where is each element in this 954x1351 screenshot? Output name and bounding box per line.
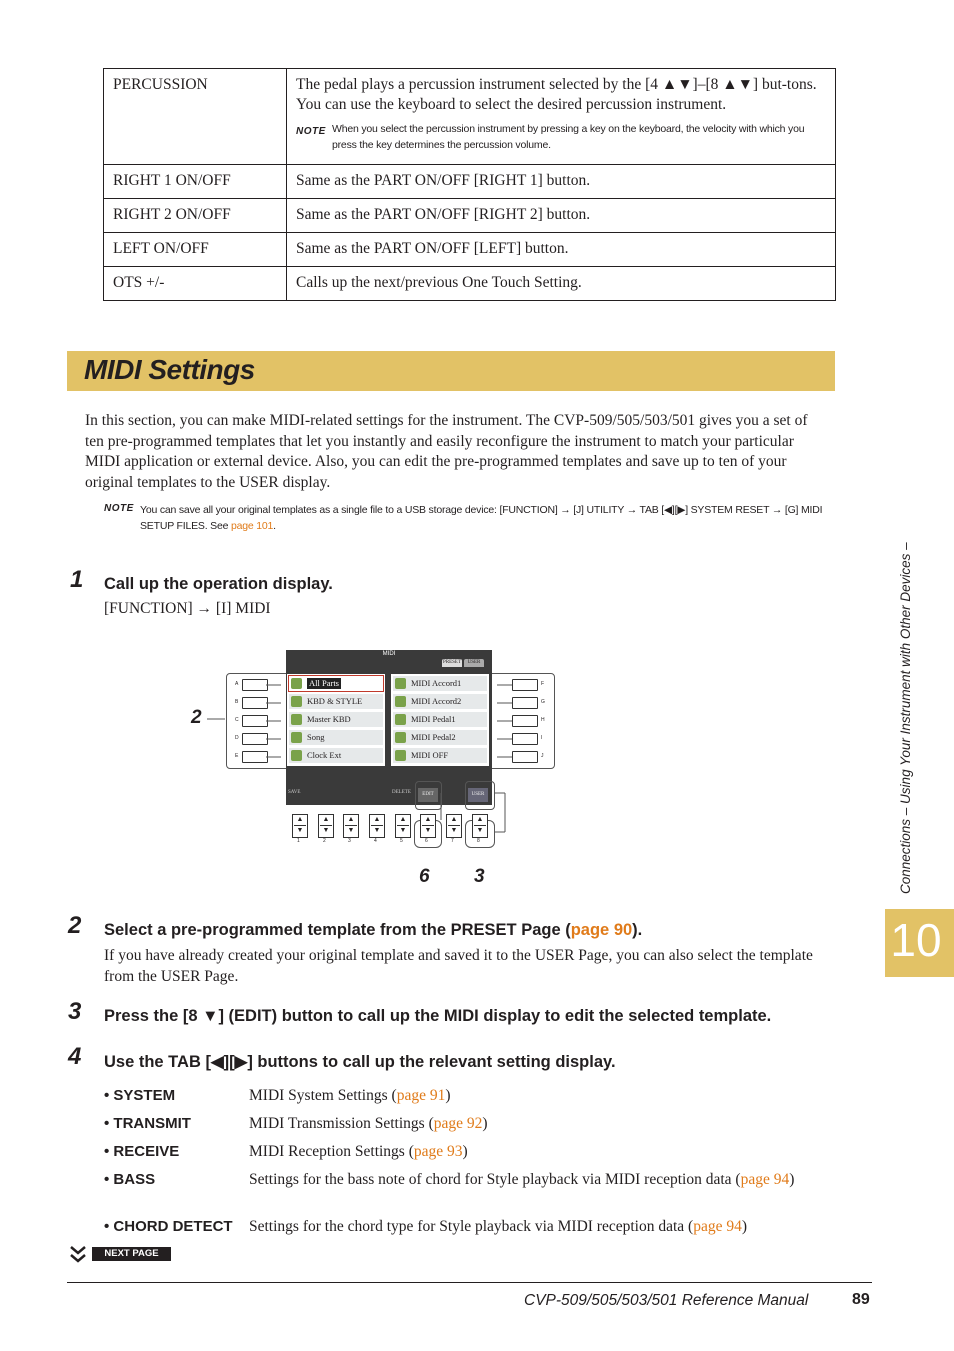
footer-divider xyxy=(67,1282,872,1283)
step-title: Call up the operation display. xyxy=(104,575,333,593)
page-link[interactable]: page 101 xyxy=(230,520,274,532)
note-label: NOTE xyxy=(104,503,134,514)
page-number: 89 xyxy=(852,1291,870,1308)
button-letter: C xyxy=(235,717,239,723)
table-cell-name: LEFT ON/OFF xyxy=(104,233,287,267)
list-text-end: ) xyxy=(445,1087,451,1104)
button-number: 7 xyxy=(451,838,454,844)
step-title: Use the TAB [◀][▶] buttons to call up the relevant setting display. xyxy=(104,1053,616,1071)
button-number: 2 xyxy=(323,838,326,844)
page-link[interactable]: page 91 xyxy=(396,1087,446,1104)
page-link[interactable]: page 94 xyxy=(693,1218,742,1235)
updown-button-3[interactable]: ▲ ▼ xyxy=(343,814,359,838)
list-text-end: ) xyxy=(741,1218,748,1235)
updown-button-1[interactable]: ▲ ▼ xyxy=(292,814,308,838)
user-highlight-ring xyxy=(465,781,495,810)
page-link[interactable]: page 92 xyxy=(433,1115,483,1132)
chapter-side-title: Connections – Using Your Instrument with Other Devices – xyxy=(898,542,913,894)
updown-button-6[interactable]: ▲ ▼ xyxy=(420,814,436,838)
list-value xyxy=(249,1171,809,1189)
step-body: If you have already created your original template and saved it to the USER Page, you can also select the template from the USER Page. xyxy=(104,947,813,985)
chapter-number: 10 xyxy=(890,914,942,966)
tab-preset[interactable]: PRESET xyxy=(442,660,462,665)
button-letter: G xyxy=(541,699,545,705)
button-number: 8 xyxy=(477,838,480,844)
button-number: 1 xyxy=(297,838,300,844)
table-cell-name: OTS +/- xyxy=(104,267,287,301)
callout-2: 2 xyxy=(191,707,202,728)
section-title: MIDI Settings xyxy=(84,354,255,385)
note-label: NOTE xyxy=(296,126,326,137)
list-value xyxy=(249,1218,809,1236)
save-label: SAVE xyxy=(288,790,301,795)
step-body: [FUNCTION] → [I] MIDI xyxy=(104,600,271,617)
table-cell-name: RIGHT 2 ON/OFF xyxy=(104,199,287,233)
list-text-end: ) xyxy=(482,1115,488,1132)
table-cell-desc: Same as the PART ON/OFF [LEFT] button. xyxy=(287,233,836,267)
step-title xyxy=(104,921,642,940)
page-link[interactable]: page 90 xyxy=(570,921,633,939)
step-number: 2 xyxy=(68,912,82,939)
percussion-desc: The pedal plays a percussion instrument selected by the [4 ▲▼]–[8 ▲▼] but-tons. You can use the keyboard to select the desired percussion instrument. xyxy=(296,76,817,113)
chapter-tab xyxy=(885,909,954,977)
next-page-label: NEXT PAGE xyxy=(92,1247,171,1261)
template-label: MIDI Pedal2 xyxy=(411,732,456,742)
updown-button-4[interactable]: ▲ ▼ xyxy=(369,814,385,838)
list-text: MIDI System Settings ( xyxy=(249,1087,397,1104)
updown-button-7[interactable]: ▲ ▼ xyxy=(446,814,462,838)
list-text-end: ) xyxy=(789,1171,795,1188)
list-text-end: ) xyxy=(462,1143,468,1160)
callout-3: 3 xyxy=(474,866,485,887)
note-end: . xyxy=(273,520,276,532)
edit-highlight-ring xyxy=(415,781,442,810)
button-number: 3 xyxy=(348,838,351,844)
list-key: • TRANSMIT xyxy=(104,1115,191,1132)
button-letter: A xyxy=(235,681,239,687)
button-letter: E xyxy=(235,753,239,759)
tab-user[interactable]: USER xyxy=(464,659,484,667)
updown-button-2[interactable]: ▲ ▼ xyxy=(318,814,334,838)
list-key: • RECEIVE xyxy=(104,1143,180,1160)
table-cell-desc: Calls up the next/previous One Touch Setting. xyxy=(287,267,836,301)
list-text: Settings for the bass note of chord for Style playback via MIDI reception data ( xyxy=(249,1171,741,1188)
template-label: MIDI Pedal1 xyxy=(411,714,456,724)
button-number: 5 xyxy=(400,838,403,844)
step-number: 3 xyxy=(68,998,82,1025)
template-label: MIDI Accord1 xyxy=(411,678,462,688)
updown-button-5[interactable]: ▲ ▼ xyxy=(395,814,411,838)
list-text: MIDI Transmission Settings ( xyxy=(249,1115,434,1132)
button-letter: D xyxy=(235,735,239,741)
list-text: MIDI Reception Settings ( xyxy=(249,1143,414,1160)
template-label: Clock Ext xyxy=(307,750,342,760)
button-letter: I xyxy=(541,735,543,741)
note-body: You can save all your original templates as a single file to a USB storage device: [FUNCTION] → [J] UTILITY → TAB [◀][▶] SYSTEM RESET → [G] MIDI SETUP FILES. See xyxy=(140,504,823,532)
step-title-end: ). xyxy=(632,921,643,939)
step-number: 1 xyxy=(70,566,84,593)
template-label: KBD & STYLE xyxy=(307,696,363,706)
list-value xyxy=(249,1087,809,1105)
callout-6: 6 xyxy=(419,866,430,887)
step-title: Press the [8 ▼] (EDIT) button to call up the MIDI display to edit the selected template. xyxy=(104,1007,772,1025)
footer-title: CVP-509/505/503/501 Reference Manual xyxy=(524,1292,809,1309)
template-label: MIDI Accord2 xyxy=(411,696,462,706)
table-cell-name: RIGHT 1 ON/OFF xyxy=(104,165,287,199)
table-cell-desc: Same as the PART ON/OFF [RIGHT 1] button. xyxy=(287,165,836,199)
updown-button-8[interactable]: ▲ ▼ xyxy=(472,814,488,838)
note-text: When you select the percussion instrument by pressing a key on the keyboard, the velocity with which you press the key determines the percussion volume. xyxy=(332,123,805,151)
table-cell-name: PERCUSSION xyxy=(104,69,287,165)
list-key: • SYSTEM xyxy=(104,1087,176,1104)
template-label: MIDI OFF xyxy=(411,750,449,760)
list-key: • CHORD DETECT xyxy=(104,1218,233,1235)
chevron-down-icon xyxy=(70,1245,86,1265)
page-link[interactable]: page 94 xyxy=(740,1171,790,1188)
page-link[interactable]: page 93 xyxy=(413,1143,463,1160)
step-title-text: Select a pre-programmed template from the PRESET Page ( xyxy=(104,921,571,939)
button-number: 4 xyxy=(374,838,377,844)
button-letter: B xyxy=(235,699,239,705)
template-label: All Parts xyxy=(309,678,339,688)
display-title: MIDI xyxy=(382,651,396,657)
template-label: Master KBD xyxy=(307,714,351,724)
list-value xyxy=(249,1115,809,1133)
list-text: Settings for the chord type for Style playback via MIDI reception data ( xyxy=(249,1218,694,1235)
table-cell-desc: Same as the PART ON/OFF [RIGHT 2] button. xyxy=(287,199,836,233)
button-letter: J xyxy=(541,753,544,759)
button-number: 6 xyxy=(425,838,428,844)
button-letter: H xyxy=(541,717,545,723)
list-value xyxy=(249,1143,809,1161)
user-label: USER xyxy=(468,788,488,802)
intro-paragraph: In this section, you can make MIDI-related settings for the instrument. The CVP-509/505/503/501 gives you a set of ten pre-programmed templates that let you instantly and easily reconfigure the instrument to match your particular MIDI application or external device. Also, you can edit the pre-programmed templates and save up to ten of your original templates to the USER display. xyxy=(85,412,808,491)
button-letter: F xyxy=(541,681,545,687)
step-number: 4 xyxy=(68,1043,82,1070)
template-label: Song xyxy=(307,732,325,742)
delete-label: DELETE xyxy=(392,790,411,795)
list-key: • BASS xyxy=(104,1171,156,1188)
edit-label: EDIT xyxy=(418,788,438,802)
